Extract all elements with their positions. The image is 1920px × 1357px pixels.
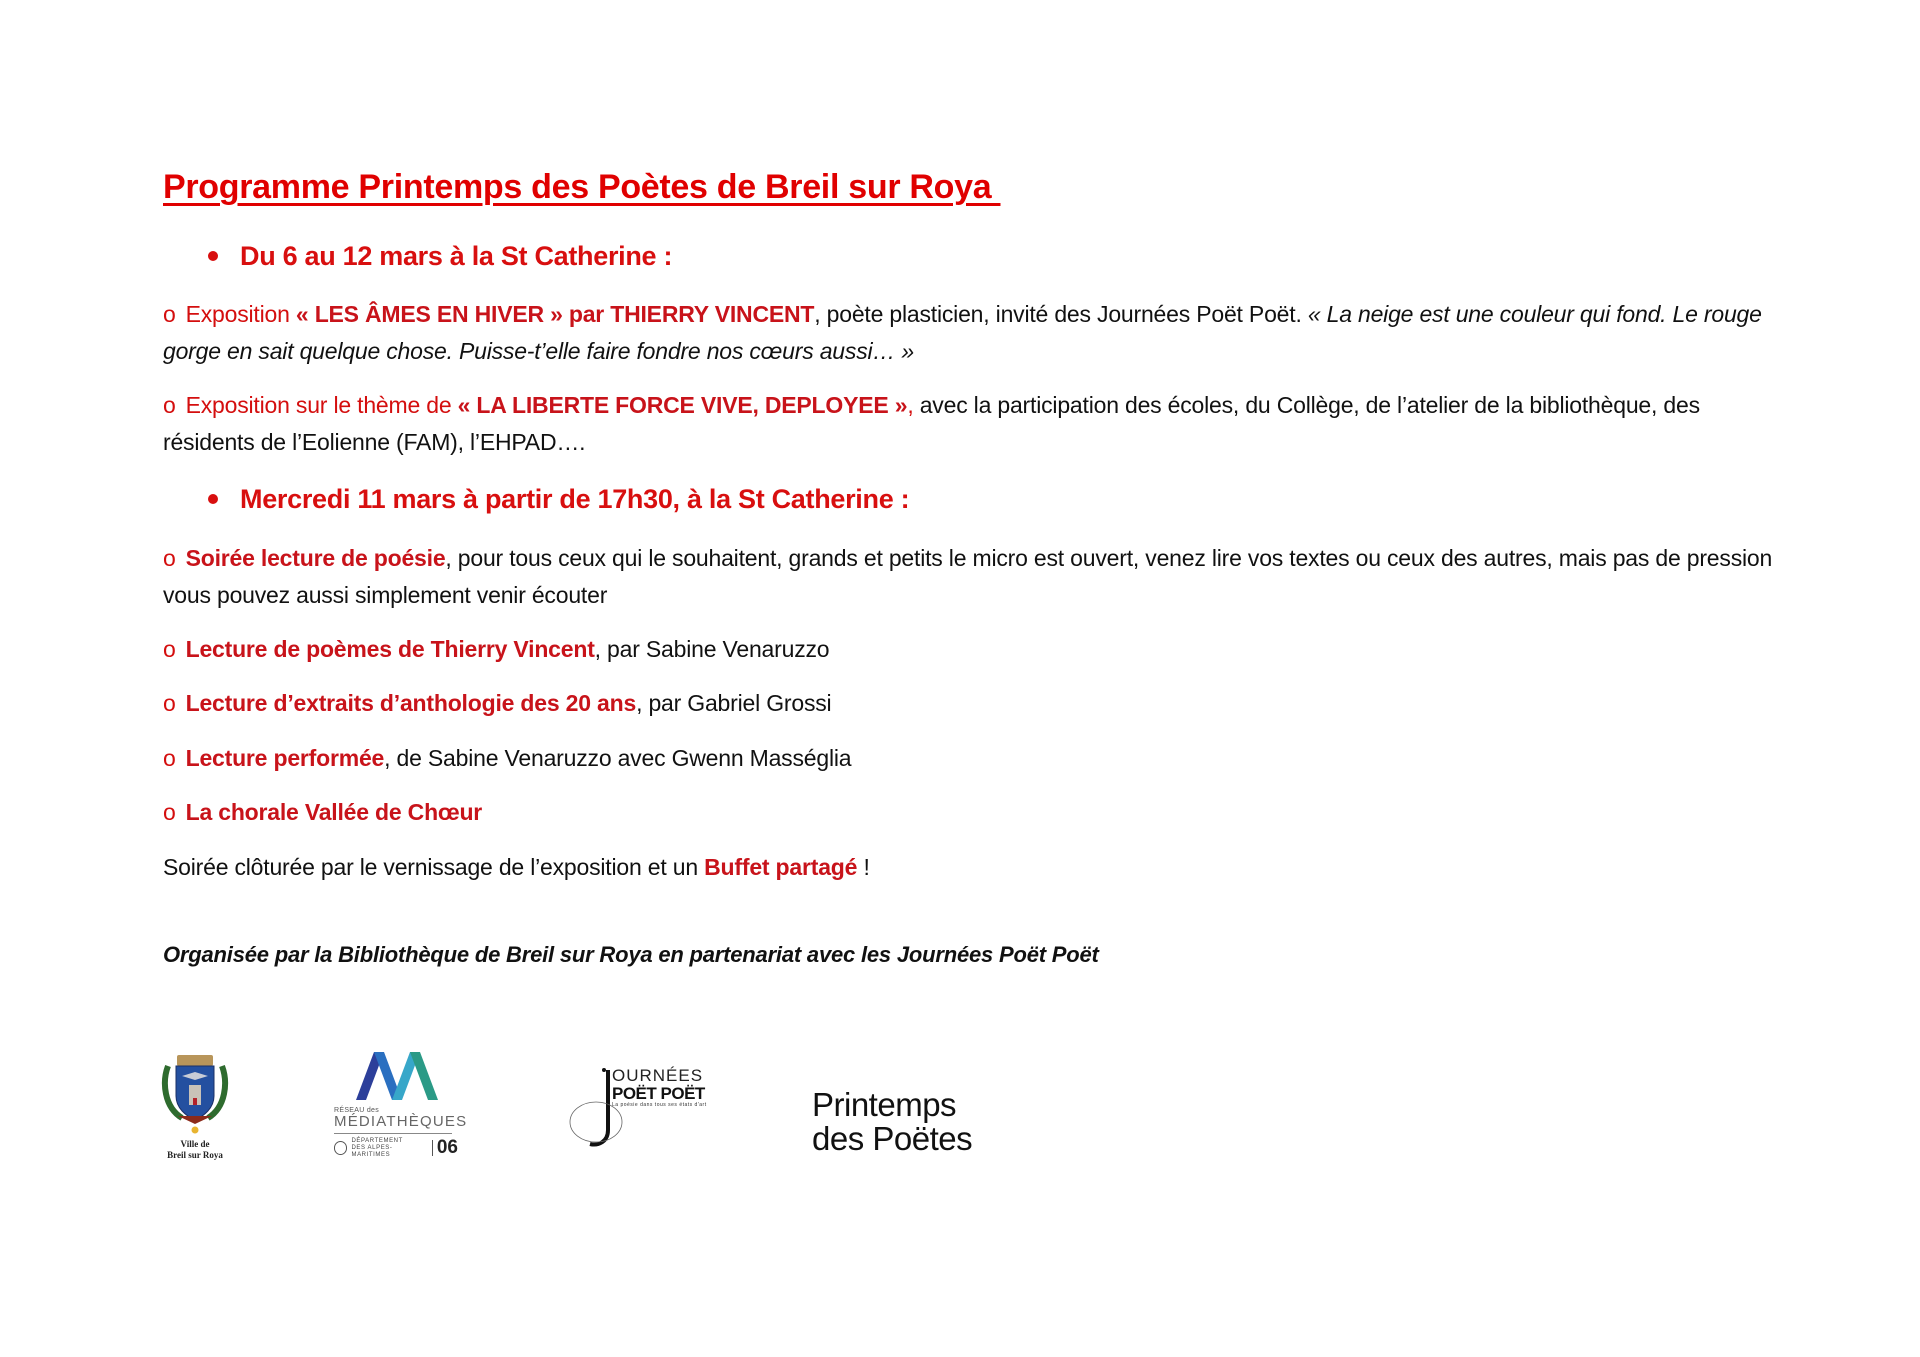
mediatheques-mark-icon bbox=[334, 1050, 458, 1102]
organizer-note: Organisée par la Bibliothèque de Breil sur Roya en partenariat avec les Journées Poët Poët bbox=[163, 942, 1099, 967]
buffet-highlight: Buffet partagé bbox=[704, 854, 858, 880]
list-item-exposition-ames: o Exposition « LES ÂMES EN HIVER » par THIERRY VINCENT, poète plasticien, invité des Journées Poët Poët. « La neige est une couleur qui fond. Le rouge gorge en sait quelque chose. Puisse-t’elle faire fondre nos cœurs aussi… » bbox=[163, 301, 1762, 364]
logo-breil-sur-roya bbox=[160, 1052, 230, 1161]
quote: « La neige est une couleur qui fond. Le rouge gorge en sait quelque chose. Puisse-t’elle faire fondre nos cœurs aussi… » bbox=[163, 301, 1762, 364]
list-marker: o bbox=[163, 745, 176, 771]
closing-line: Soirée clôturée par le vernissage de l’exposition et un Buffet partagé ! bbox=[163, 854, 870, 880]
list-marker: o bbox=[163, 392, 176, 418]
department-emblem-icon bbox=[334, 1141, 347, 1155]
coat-of-arms-icon bbox=[160, 1052, 230, 1134]
logo-reseau-mediatheques: RÉSEAU des MÉDIATHÈQUES DÉPARTEMENT DES ALPES-MARITIMES 06 bbox=[334, 1050, 458, 1159]
heading-text: Du 6 au 12 mars à la St Catherine : bbox=[240, 241, 673, 271]
bullet-icon bbox=[208, 251, 218, 261]
list-marker: o bbox=[163, 301, 176, 327]
page-title: Programme Printemps des Poètes de Breil sur Roya bbox=[163, 168, 1001, 206]
logo-printemps-des-poetes: Printemps des Poëtes bbox=[812, 1086, 973, 1157]
list-item-soiree-lecture: o Soirée lecture de poésie, pour tous ceux qui le souhaitent, grands et petits le micro est ouvert, venez lire vos textes ou ceux des autres, mais pas de pression vous pouvez aussi simplement venir écouter bbox=[163, 545, 1773, 608]
list-marker: o bbox=[163, 690, 176, 716]
list-marker: o bbox=[163, 636, 176, 662]
list-item-chorale: o La chorale Vallée de Chœur bbox=[163, 799, 483, 825]
list-item-exposition-liberte: o Exposition sur le thème de « LA LIBERTE FORCE VIVE, DEPLOYEE », avec la participation des écoles, du Collège, de l’atelier de la bibliothèque, des résidents de l’Eolienne (FAM), l’EHPAD…. bbox=[163, 392, 1700, 455]
list-item-lecture-performee: o Lecture performée, de Sabine Venaruzzo avec Gwenn Masséglia bbox=[163, 745, 852, 771]
section-heading-1 bbox=[208, 241, 672, 272]
logo-journees-poet-poet: OURNÉES POËT POËT La poésie dans tous ses états d'art bbox=[568, 1066, 728, 1150]
list-item-lecture-poemes: o Lecture de poèmes de Thierry Vincent, par Sabine Venaruzzo bbox=[163, 636, 830, 662]
list-marker: o bbox=[163, 545, 176, 571]
crest-label: Ville de Breil sur Roya bbox=[167, 1139, 223, 1160]
department-label: DÉPARTEMENT DES ALPES-MARITIMES bbox=[351, 1137, 403, 1158]
list-item-anthologie: o Lecture d’extraits d’anthologie des 20 ans, par Gabriel Grossi bbox=[163, 690, 832, 716]
list-marker: o bbox=[163, 799, 176, 825]
heading-text: Mercredi 11 mars à partir de 17h30, à la St Catherine : bbox=[240, 484, 910, 514]
section-heading-2 bbox=[208, 484, 909, 515]
bullet-icon bbox=[208, 494, 218, 504]
